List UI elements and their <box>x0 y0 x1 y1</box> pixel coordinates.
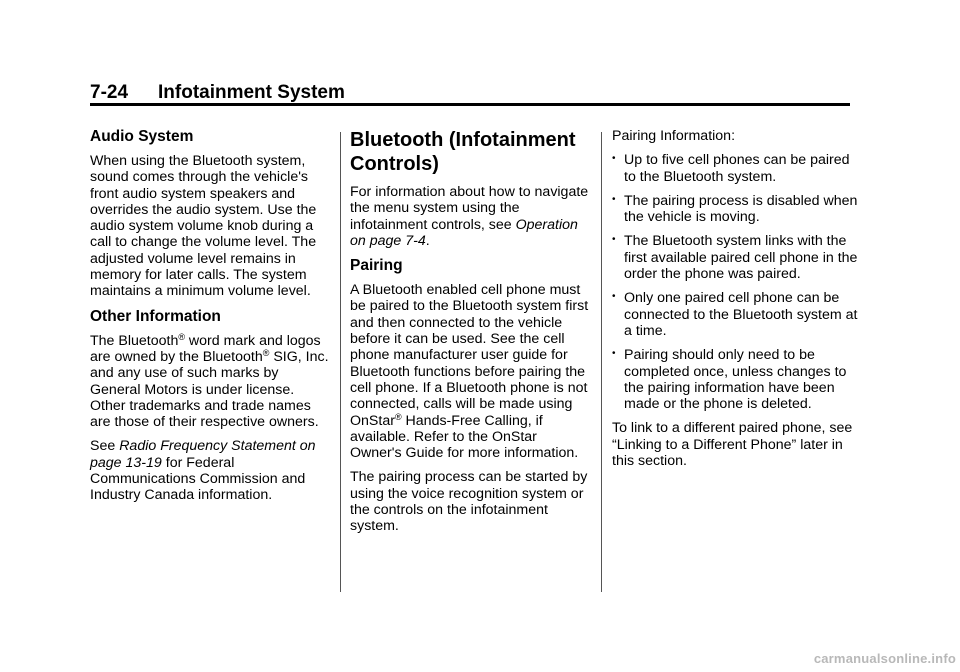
linking-paragraph: To link to a different paired phone, see “Linking to a Different Phone” later in this section. <box>612 420 853 470</box>
column-middle <box>350 128 590 543</box>
list-item: • Only one paired cell phone can be connected to the Bluetooth system at a time. <box>612 290 858 339</box>
pairing-paragraph-2: The pairing process can be started by using the voice recognition system or the controls on the infotainment system. <box>350 469 588 535</box>
list-item: • Pairing should only need to be completed once, unless changes to the pairing information have been made or the phone is deleted. <box>612 347 847 413</box>
trademark-paragraph: The Bluetooth® word mark and logos are owned by the Bluetooth® SIG, Inc. and any use of such marks by General Motors is under license. Other trademarks and trade names are those of their respective owners. <box>90 331 329 431</box>
column-divider-2 <box>601 132 602 592</box>
other-information-heading: Other Information <box>90 307 221 325</box>
pairing-information-list <box>612 152 862 412</box>
see-reference-paragraph: See Radio Frequency Statement on page 13-19 for Federal Communications Commission and Industry Canada information. <box>90 438 316 504</box>
column-divider-1 <box>340 132 341 592</box>
bluetooth-heading: Bluetooth (Infotainment Controls) <box>350 129 576 175</box>
watermark: carmanualsonline.info <box>813 651 956 666</box>
header-rule <box>90 103 850 106</box>
bullet-icon: • <box>612 291 616 303</box>
bluetooth-intro: For information about how to navigate the menu system using the infotainment controls, see Operation on page 7-4. <box>350 184 589 249</box>
column-right <box>612 128 862 477</box>
section-title: Infotainment System <box>158 82 345 103</box>
audio-system-heading: Audio System <box>90 128 194 145</box>
registered-mark: ® <box>262 347 270 358</box>
pairing-heading: Pairing <box>350 257 403 275</box>
radio-frequency-link[interactable]: Radio Frequency Statement on page 13-19 <box>90 438 316 471</box>
list-item: • Up to five cell phones can be paired to the Bluetooth system. <box>612 152 850 185</box>
bullet-icon: • <box>612 348 616 360</box>
pairing-information-label: Pairing Information: <box>612 128 736 144</box>
list-item: • The Bluetooth system links with the first available paired cell phone in the order the phone was paired. <box>612 233 858 283</box>
column-left <box>90 128 330 512</box>
bullet-icon: • <box>612 234 616 246</box>
pairing-paragraph-1: A Bluetooth enabled cell phone must be paired to the Bluetooth system first and then connected to the vehicle before it can be used. See the cell phone manufacturer user guide for Bluetooth functions before pairing the cell phone. If a Bluetooth phone is not connected, calls will be made using OnStar® Hands-Free Calling, if available. Refer to the OnStar Owner's Guide for more information. <box>350 282 589 462</box>
bullet-icon: • <box>612 153 616 165</box>
audio-system-text: When using the Bluetooth system, sound comes through the vehicle's front audio system speakers and overrides the audio system. Use the audio system volume knob during a call to change the volume level. The adjusted volume level remains in memory for later calls. The system maintains a minimum volume level. <box>90 153 317 300</box>
page-number: 7-24 <box>90 82 129 103</box>
registered-mark: ® <box>178 331 185 342</box>
registered-mark: ® <box>394 411 402 422</box>
operation-link[interactable]: Operation on page 7-4 <box>350 216 578 249</box>
bullet-icon: • <box>612 193 616 205</box>
list-item: • The pairing process is disabled when the vehicle is moving. <box>612 192 858 226</box>
